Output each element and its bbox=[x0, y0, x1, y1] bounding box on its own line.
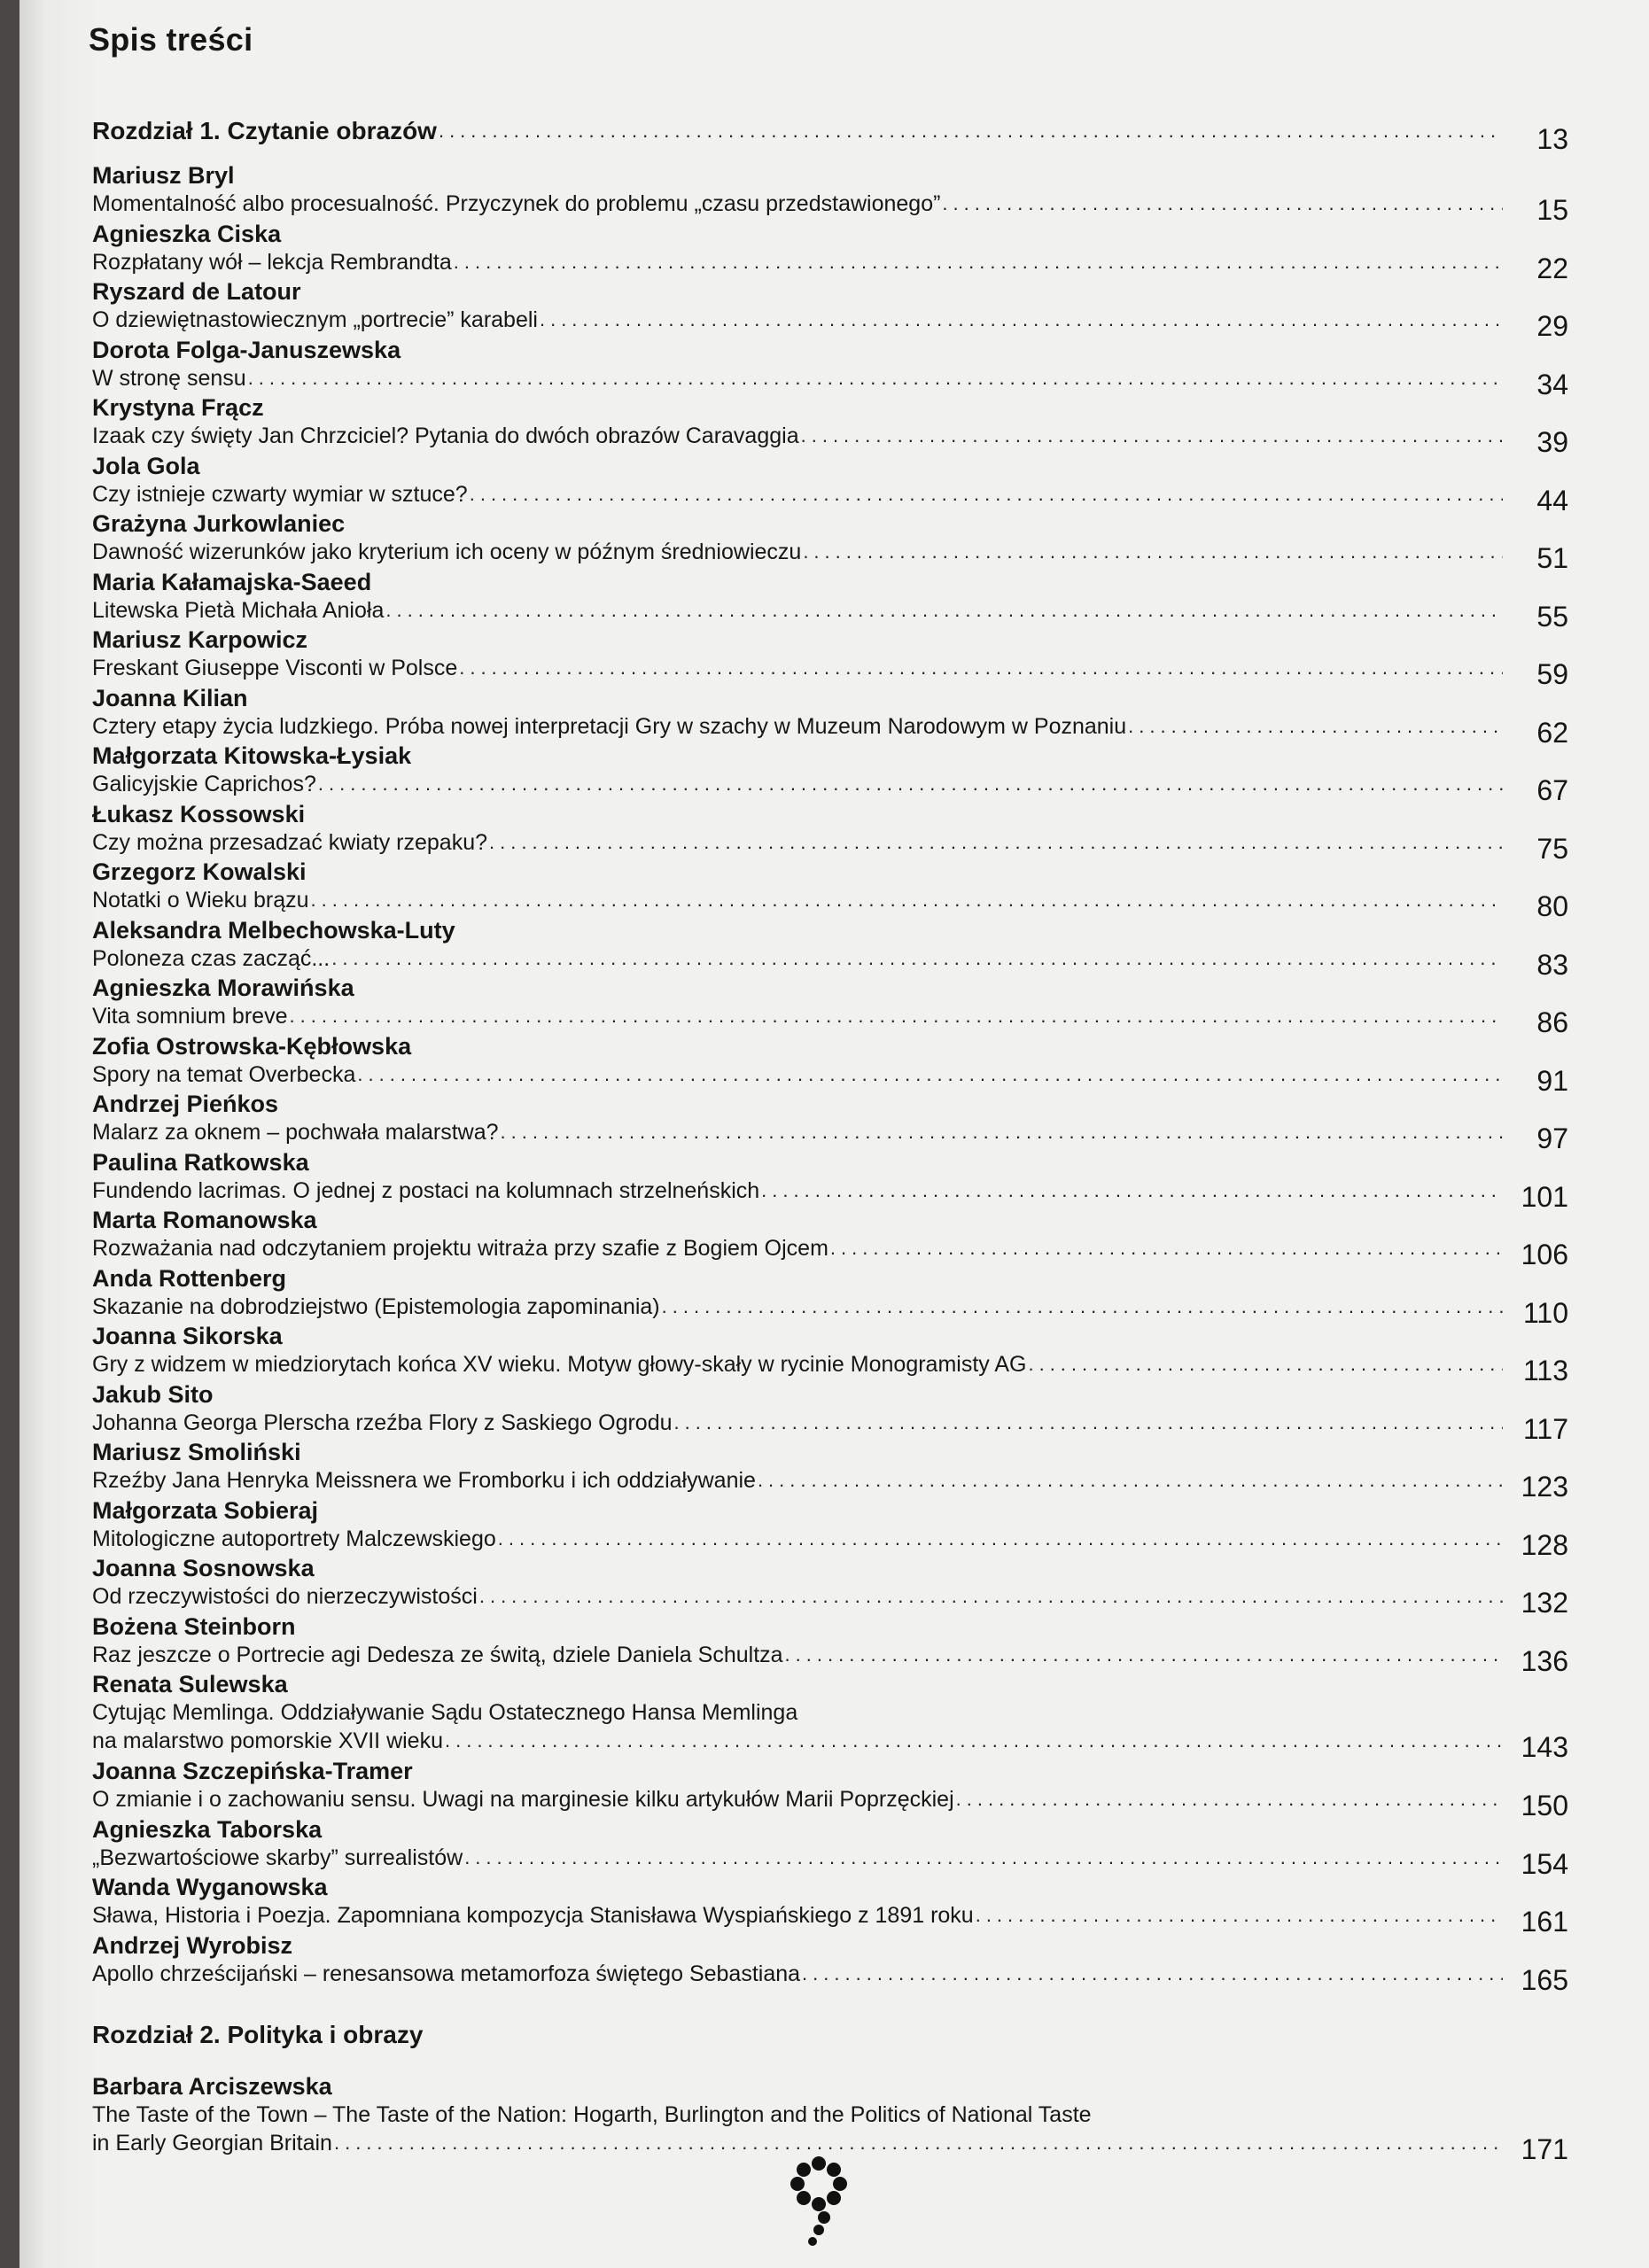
dot-leader bbox=[289, 1005, 1503, 1028]
entry-author: Grażyna Jurkowlaniec bbox=[92, 510, 346, 537]
toc-entry bbox=[92, 161, 1568, 226]
dot-leader bbox=[385, 599, 1503, 622]
page-number: 132 bbox=[1521, 1587, 1568, 1619]
entry-author: Mariusz Bryl bbox=[92, 162, 235, 189]
entry-title: O dziewiętnastowiecznym „portrecie” karabeli bbox=[92, 307, 538, 332]
page-number: 110 bbox=[1522, 1296, 1568, 1329]
toc-entry bbox=[92, 1496, 1568, 1561]
toc-entry bbox=[92, 1612, 1568, 1677]
entry-title-line-2: na malarstwo pomorskie XVII wieku bbox=[92, 1728, 443, 1753]
entry-author: Jola Gola bbox=[92, 452, 200, 479]
entry-author: Małgorzata Sobieraj bbox=[92, 1496, 319, 1524]
entry-author: Andrzej Pieńkos bbox=[92, 1091, 279, 1117]
dot-leader bbox=[318, 773, 1503, 796]
book-page bbox=[19, 0, 1649, 2268]
toc-entry bbox=[92, 1148, 1568, 1213]
page-number: 80 bbox=[1536, 890, 1568, 922]
entry-title: Skazanie na dobrodziejstwo (Epistemologia zapominania) bbox=[92, 1293, 660, 1319]
page-number: 86 bbox=[1536, 1006, 1568, 1038]
page-number: 154 bbox=[1521, 1847, 1568, 1880]
page-number: 51 bbox=[1536, 542, 1568, 574]
entry-title: Dawność wizerunków jako kryterium ich oceny w późnym średniowieczu bbox=[92, 540, 802, 564]
toc-entry bbox=[92, 742, 1568, 806]
toc-entry bbox=[92, 625, 1568, 690]
toc-entry bbox=[92, 800, 1568, 865]
dot-leader bbox=[439, 120, 1503, 143]
toc-entry bbox=[92, 1032, 1568, 1097]
dot-leader bbox=[459, 656, 1503, 680]
page-number: 101 bbox=[1521, 1180, 1568, 1213]
dot-leader bbox=[662, 1295, 1503, 1318]
entry-title: Spory na temat Overbecka bbox=[92, 1061, 356, 1087]
toc-entry bbox=[92, 1873, 1568, 1938]
dot-leader bbox=[1128, 715, 1503, 738]
entry-author: Agnieszka Morawińska bbox=[92, 975, 354, 1001]
chapter-1-heading bbox=[92, 99, 1568, 155]
dot-leader bbox=[357, 1063, 1503, 1086]
toc-entry bbox=[92, 277, 1568, 342]
page-number: 117 bbox=[1522, 1412, 1568, 1445]
dot-leader bbox=[942, 192, 1503, 215]
book-ornament-icon bbox=[783, 2155, 854, 2252]
toc-entry bbox=[92, 974, 1568, 1038]
toc-entry bbox=[92, 916, 1568, 981]
dot-leader bbox=[830, 1237, 1503, 1260]
dot-leader bbox=[956, 1788, 1503, 1811]
entry-title: Freskant Giuseppe Visconti w Polsce bbox=[92, 656, 458, 680]
chapter-title: Rozdział 2. Polityka i obrazy bbox=[92, 2021, 424, 2048]
dot-leader bbox=[976, 1904, 1503, 1927]
page-number: 39 bbox=[1536, 426, 1568, 458]
toc-entry bbox=[92, 1757, 1568, 1821]
entry-author: Krystyna Frącz bbox=[92, 394, 264, 421]
entry-title: Fundendo lacrimas. O jednej z postaci na kolumnach strzelneńskich bbox=[92, 1177, 760, 1203]
page-number: 55 bbox=[1536, 600, 1568, 633]
dot-leader bbox=[758, 1469, 1503, 1492]
entry-author: Joanna Sosnowska bbox=[92, 1555, 315, 1581]
page-number: 161 bbox=[1521, 1906, 1568, 1938]
entry-author: Agnieszka Taborska bbox=[92, 1815, 323, 1843]
dot-leader bbox=[470, 483, 1503, 506]
entry-title: Galicyjskie Caprichos? bbox=[92, 772, 316, 796]
page-number: 22 bbox=[1536, 252, 1568, 284]
entry-title: Raz jeszcze o Portrecie agi Dedesza ze świtą, dziele Daniela Schultza bbox=[92, 1642, 783, 1667]
page-title: Spis treści bbox=[89, 21, 253, 58]
entry-author: Mariusz Karpowicz bbox=[92, 626, 308, 653]
entry-title: Notatki o Wieku brązu bbox=[92, 888, 309, 913]
entry-author: Łukasz Kossowski bbox=[92, 800, 306, 827]
toc-entry bbox=[92, 1322, 1568, 1386]
page-number: 83 bbox=[1536, 948, 1568, 981]
toc-entry bbox=[92, 1670, 1568, 1763]
entry-title: Litewska Pietà Michała Anioła bbox=[92, 597, 385, 623]
toc-entry bbox=[92, 858, 1568, 922]
toc-entry bbox=[92, 452, 1568, 517]
page-number: 34 bbox=[1536, 368, 1568, 400]
entry-title: O zmianie i o zachowaniu sensu. Uwagi na marginesie kilku artykułów Marii Poprzęckiej bbox=[92, 1787, 954, 1812]
dot-leader bbox=[331, 947, 1503, 970]
toc-entry bbox=[92, 1931, 1568, 1996]
entry-author: Joanna Kilian bbox=[92, 684, 248, 711]
page-number: 62 bbox=[1536, 716, 1568, 749]
entry-author: Maria Kałamajska-Saeed bbox=[92, 568, 372, 595]
entry-title: Johanna Georga Plerscha rzeźba Flory z Saskiego Ogrodu bbox=[92, 1410, 673, 1435]
entry-author: Joanna Sikorska bbox=[92, 1323, 283, 1349]
dot-leader bbox=[785, 1643, 1503, 1666]
entry-author: Aleksandra Melbechowska-Luty bbox=[92, 916, 455, 944]
toc-entry bbox=[92, 1438, 1568, 1503]
entry-author: Renata Sulewska bbox=[92, 1671, 288, 1697]
entry-author: Barbara Arciszewska bbox=[92, 2073, 332, 2100]
dot-leader bbox=[1028, 1353, 1503, 1376]
dot-leader bbox=[802, 1962, 1503, 1985]
entry-author: Ryszard de Latour bbox=[92, 278, 301, 305]
entry-title: W stronę sensu bbox=[92, 365, 246, 391]
toc-entry bbox=[92, 393, 1568, 458]
table-of-contents bbox=[92, 99, 1568, 2165]
page-number: 15 bbox=[1536, 194, 1568, 226]
toc-entry bbox=[92, 1206, 1568, 1270]
dot-leader bbox=[803, 540, 1503, 563]
page-number: 75 bbox=[1536, 832, 1568, 865]
page-number: 44 bbox=[1536, 484, 1568, 517]
entry-author: Anda Rottenberg bbox=[92, 1264, 286, 1292]
toc-entry bbox=[92, 1815, 1568, 1880]
toc-entry bbox=[92, 1090, 1568, 1154]
entry-title: Poloneza czas zacząć... bbox=[92, 945, 331, 971]
entry-title: Sława, Historia i Poezja. Zapomniana kompozycja Stanisława Wyspiańskiego z 1891 roku bbox=[92, 1903, 974, 1928]
toc-entry bbox=[92, 568, 1568, 633]
page-number: 91 bbox=[1536, 1064, 1568, 1097]
entry-title: Izaak czy święty Jan Chrzciciel? Pytania do dwóch obrazów Caravaggia bbox=[92, 423, 799, 448]
entry-author: Zofia Ostrowska-Kębłowska bbox=[92, 1032, 412, 1060]
entry-title: Rozpłatany wół – lekcja Rembrandta bbox=[92, 249, 452, 275]
entry-author: Marta Romanowska bbox=[92, 1207, 317, 1233]
page-number: 150 bbox=[1521, 1790, 1568, 1821]
entry-title: The Taste of the Town – The Taste of the Nation: Hogarth, Burlington and the Politics of National Taste bbox=[92, 2102, 1092, 2127]
dot-leader bbox=[761, 1179, 1503, 1202]
dot-leader bbox=[674, 1411, 1503, 1434]
entry-title: Gry z widzem w miedziorytach końca XV wieku. Motyw głowy-skały w rycinie Monogramisty AG bbox=[92, 1352, 1027, 1377]
page-number: 106 bbox=[1521, 1239, 1568, 1270]
entry-title: Malarz za oknem – pochwała malarstwa? bbox=[92, 1120, 499, 1145]
entry-title: Momentalność albo procesualność. Przyczynek do problemu „czasu przedstawionego” bbox=[92, 191, 941, 216]
entry-title: Cztery etapy życia ludzkiego. Próba nowej interpretacji Gry w szachy w Muzeum Narodowym w Poznaniu bbox=[92, 713, 1127, 739]
entry-author: Joanna Szczepińska-Tramer bbox=[92, 1758, 413, 1784]
page-number: 136 bbox=[1521, 1644, 1568, 1677]
chapter-title: Rozdział 1. Czytanie obrazów bbox=[92, 117, 437, 144]
dot-leader bbox=[489, 831, 1503, 854]
entry-title: Rzeźby Jana Henryka Meissnera we Fromborku i ich oddziaływanie bbox=[92, 1468, 756, 1493]
entry-author: Grzegorz Kowalski bbox=[92, 858, 307, 885]
entry-title: „Bezwartościowe skarby” surrealistów bbox=[92, 1845, 463, 1870]
entry-title: Czy istnieje czwarty wymiar w sztuce? bbox=[92, 481, 468, 507]
page-number: 123 bbox=[1521, 1471, 1568, 1503]
page-number: 67 bbox=[1536, 774, 1568, 806]
dot-leader bbox=[311, 889, 1503, 912]
page-number: 165 bbox=[1521, 1963, 1568, 1996]
chapter-2-heading bbox=[92, 2003, 1568, 2049]
entry-author: Bożena Steinborn bbox=[92, 1612, 296, 1640]
entry-title: Od rzeczywistości do nierzeczywistości bbox=[92, 1584, 478, 1609]
toc-entry bbox=[92, 684, 1568, 749]
entry-title: Vita somnium breve bbox=[92, 1004, 288, 1029]
entry-author: Andrzej Wyrobisz bbox=[92, 1931, 293, 1959]
dot-leader bbox=[248, 367, 1503, 390]
toc-entry bbox=[92, 220, 1568, 284]
page-number: 13 bbox=[1536, 123, 1568, 155]
page-number: 128 bbox=[1521, 1528, 1568, 1561]
page-number: 113 bbox=[1522, 1355, 1568, 1386]
entry-title: Cytując Memlinga. Oddziaływanie Sądu Ostatecznego Hansa Memlinga bbox=[92, 1700, 798, 1725]
dot-leader bbox=[801, 424, 1503, 447]
dot-leader bbox=[334, 2132, 1503, 2155]
dot-leader bbox=[479, 1585, 1503, 1608]
toc-entry bbox=[92, 336, 1568, 400]
entry-author: Jakub Sito bbox=[92, 1380, 214, 1408]
dot-leader bbox=[501, 1121, 1503, 1144]
page-number: 59 bbox=[1536, 658, 1568, 690]
dot-leader bbox=[498, 1527, 1503, 1550]
page-number: 171 bbox=[1521, 2133, 1568, 2165]
entry-author: Agnieszka Ciska bbox=[92, 220, 282, 247]
toc-entry bbox=[92, 2072, 1568, 2165]
dot-leader bbox=[540, 308, 1503, 331]
toc-entry bbox=[92, 1264, 1568, 1329]
entry-author: Małgorzata Kitowska-Łysiak bbox=[92, 742, 412, 769]
dot-leader bbox=[445, 1729, 1503, 1752]
page-number: 97 bbox=[1536, 1122, 1568, 1154]
toc-entry bbox=[92, 509, 1568, 574]
dot-leader bbox=[464, 1846, 1503, 1869]
dot-leader bbox=[454, 251, 1503, 274]
entry-author: Dorota Folga-Januszewska bbox=[92, 336, 401, 363]
page-number: 29 bbox=[1536, 310, 1568, 342]
entry-author: Paulina Ratkowska bbox=[92, 1148, 309, 1176]
entry-title: Czy można przesadzać kwiaty rzepaku? bbox=[92, 829, 488, 855]
page-number: 143 bbox=[1521, 1731, 1568, 1763]
toc-entry bbox=[92, 1380, 1568, 1445]
toc-entry bbox=[92, 1554, 1568, 1619]
entry-author: Wanda Wyganowska bbox=[92, 1874, 328, 1900]
entry-title-line-2: in Early Georgian Britain bbox=[92, 2131, 332, 2155]
entry-author: Mariusz Smoliński bbox=[92, 1439, 301, 1465]
entry-title: Apollo chrześcijański – renesansowa metamorfoza świętego Sebastiana bbox=[92, 1961, 801, 1986]
entry-title: Rozważania nad odczytaniem projektu witraża przy szafie z Bogiem Ojcem bbox=[92, 1236, 828, 1261]
entry-title: Mitologiczne autoportrety Malczewskiego bbox=[92, 1526, 496, 1551]
